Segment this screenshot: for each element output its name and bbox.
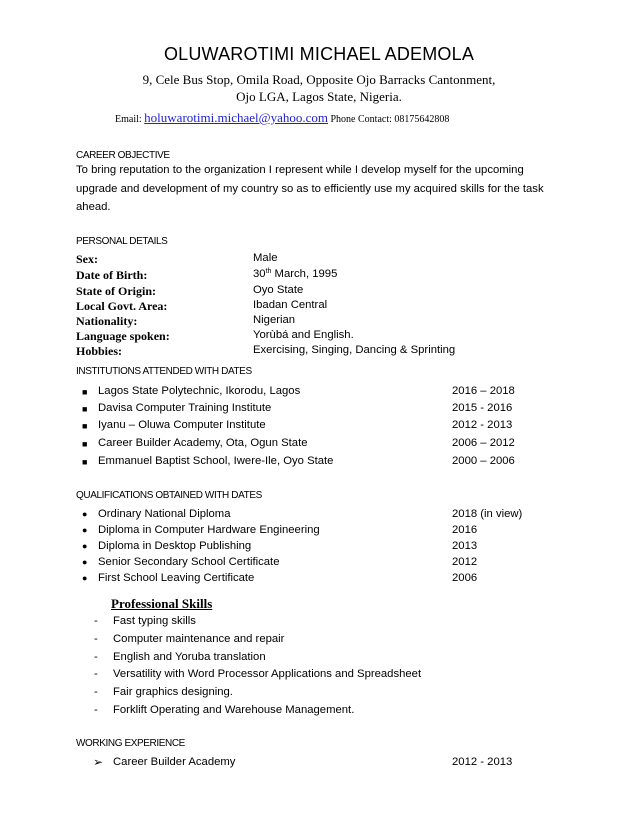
personal-details-heading: PERSONAL DETAILS [76, 236, 168, 247]
skill-item: Forklift Operating and Warehouse Management. [113, 704, 355, 716]
detail-value-nationality: Nigerian [253, 314, 296, 326]
professional-skills-heading: Professional Skills [111, 596, 213, 611]
institution-name: Davisa Computer Training Institute [98, 402, 272, 414]
career-objective-line-1: To bring reputation to the organization I represent while I develop myself for the upcoming [76, 164, 524, 176]
qualification-date: 2018 (in view) [452, 508, 523, 520]
institution-name: Career Builder Academy, Ota, Ogun State [98, 437, 308, 449]
dob-day: 30 [253, 268, 266, 280]
work-dates: 2012 - 2013 [452, 756, 513, 768]
round-bullet-icon: ● [82, 541, 88, 551]
dash-bullet-icon: - [94, 633, 98, 645]
dash-bullet-icon: - [94, 668, 98, 680]
applicant-name: OLUWAROTIMI MICHAEL ADEMOLA [163, 44, 475, 64]
detail-label-dob: Date of Birth: [76, 268, 148, 282]
dob-day-suffix: th [265, 268, 272, 275]
skill-item: Computer maintenance and repair [113, 633, 285, 645]
arrow-bullet-icon: ➢ [93, 755, 104, 769]
detail-label-hobbies: Hobbies: [76, 344, 123, 358]
round-bullet-icon: ● [82, 525, 88, 535]
qualification-date: 2006 [452, 572, 478, 584]
institution-dates: 2016 – 2018 [452, 385, 515, 397]
contact-line [115, 110, 449, 126]
institution-name: Lagos State Polytechnic, Ikorodu, Lagos [98, 385, 301, 397]
qualification-name: First School Leaving Certificate [98, 572, 255, 584]
qualifications-heading: QUALIFICATIONS OBTAINED WITH DATES [76, 490, 262, 501]
institution-dates: 2015 - 2016 [452, 402, 513, 414]
square-bullet-icon: ■ [82, 439, 88, 449]
institution-dates: 2006 – 2012 [452, 437, 515, 449]
skill-item: Fast typing skills [113, 615, 196, 627]
email-link[interactable]: holuwarotimi.michael@yahoo.com [144, 110, 328, 125]
work-employer: Career Builder Academy [113, 756, 236, 768]
dash-bullet-icon: - [94, 615, 98, 627]
institutions-heading: INSTITUTIONS ATTENDED WITH DATES [76, 366, 252, 377]
round-bullet-icon: ● [82, 573, 88, 583]
career-objective-line-2: upgrade and development of my country so as to efficiently use my acquired skills for the task [76, 183, 544, 195]
square-bullet-icon: ■ [82, 387, 88, 397]
detail-value-state: Oyo State [253, 284, 304, 296]
address-line-1: 9, Cele Bus Stop, Omila Road, Opposite Ojo Barracks Cantonment, [142, 72, 496, 87]
email-label: Email: [115, 114, 142, 125]
institution-dates: 2000 – 2006 [452, 455, 515, 467]
qualification-name: Diploma in Computer Hardware Engineering [98, 524, 320, 536]
institution-dates: 2012 - 2013 [452, 419, 513, 431]
qualification-name: Ordinary National Diploma [98, 508, 231, 520]
detail-label-sex: Sex: [76, 252, 98, 266]
round-bullet-icon: ● [82, 509, 88, 519]
round-bullet-icon: ● [82, 557, 88, 567]
square-bullet-icon: ■ [82, 404, 88, 414]
dash-bullet-icon: - [94, 651, 98, 663]
qualification-name: Diploma in Desktop Publishing [98, 540, 252, 552]
institution-name: Iyanu – Oluwa Computer Institute [98, 419, 266, 431]
detail-label-lga: Local Govt. Area: [76, 299, 168, 313]
career-objective-heading: CAREER OBJECTIVE [76, 150, 170, 161]
square-bullet-icon: ■ [82, 457, 88, 467]
skill-item: Versatility with Word Processor Applications and Spreadsheet [113, 668, 422, 680]
dash-bullet-icon: - [94, 704, 98, 716]
address-line-2: Ojo LGA, Lagos State, Nigeria. [236, 89, 402, 104]
qualification-name: Senior Secondary School Certificate [98, 556, 280, 568]
detail-value-hobbies: Exercising, Singing, Dancing & Sprinting [253, 344, 456, 356]
detail-value-lga: Ibadan Central [253, 299, 328, 311]
qualification-date: 2012 [452, 556, 478, 568]
qualification-date: 2016 [452, 524, 478, 536]
dob-month-year: March, 1995 [271, 268, 338, 280]
detail-value-dob [253, 268, 337, 280]
detail-label-state: State of Origin: [76, 284, 156, 298]
phone-number: 08175642808 [394, 114, 450, 125]
qualification-date: 2013 [452, 540, 478, 552]
detail-value-language: Yorùbá and English. [253, 329, 354, 341]
detail-label-language: Language spoken: [76, 329, 170, 343]
career-objective-line-3: ahead. [76, 201, 111, 213]
detail-value-sex: Male [253, 252, 278, 264]
skill-item: English and Yoruba translation [113, 651, 266, 663]
phone-label: Phone Contact: [330, 114, 392, 125]
square-bullet-icon: ■ [82, 421, 88, 431]
work-experience-heading: WORKING EXPERIENCE [76, 738, 185, 749]
detail-label-nationality: Nationality: [76, 314, 138, 328]
dash-bullet-icon: - [94, 686, 98, 698]
institution-name: Emmanuel Baptist School, Iwere-Ile, Oyo State [98, 455, 334, 467]
skill-item: Fair graphics designing. [113, 686, 233, 698]
